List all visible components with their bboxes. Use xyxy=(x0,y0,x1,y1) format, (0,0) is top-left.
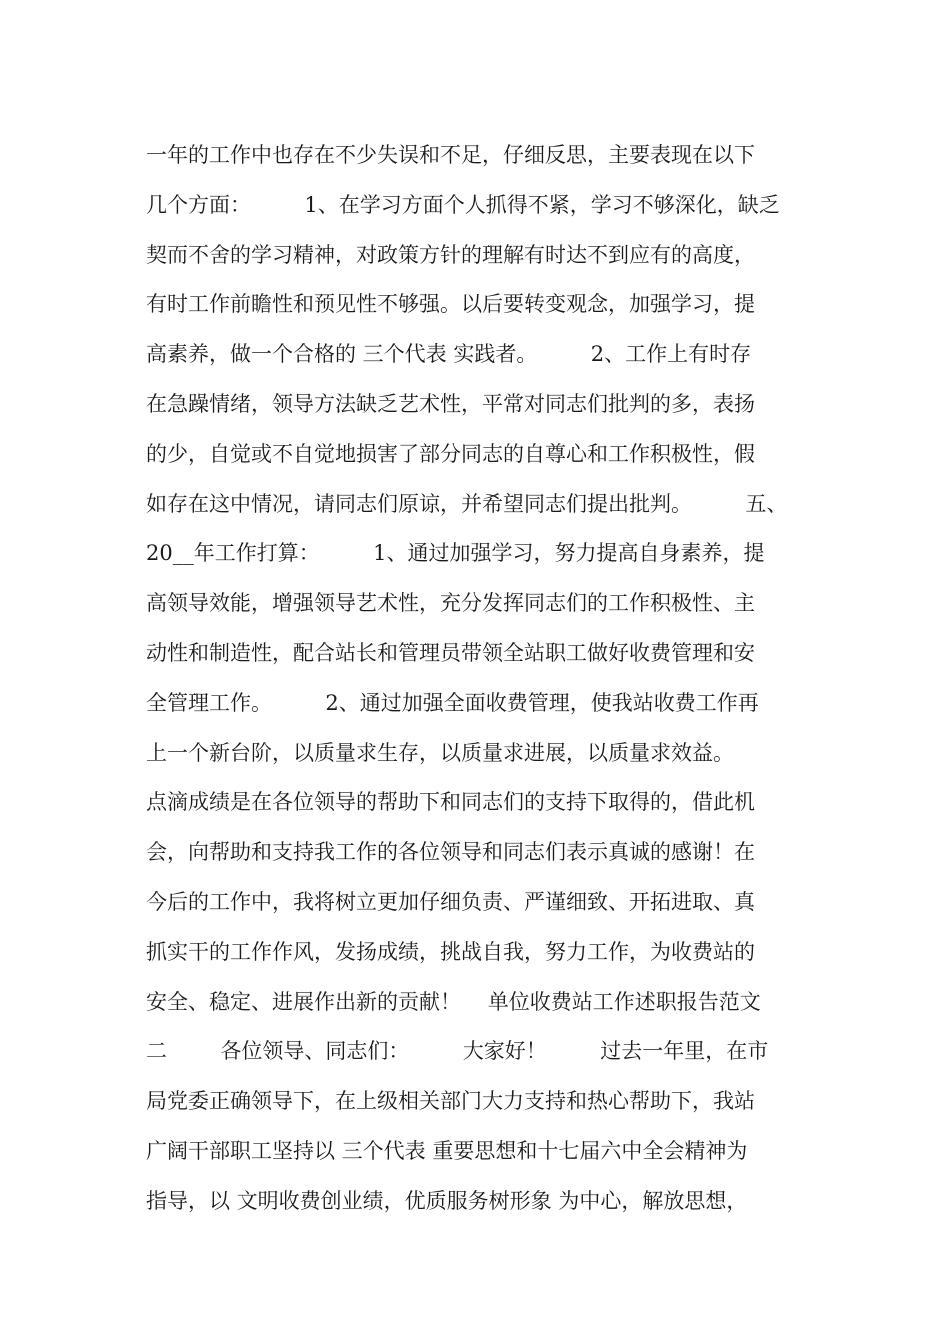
text-line: 上一个新台阶，以质量求生存，以质量求进展，以质量求效益。 xyxy=(146,740,734,765)
text-line: 20__年工作打算： 1、通过加强学习，努力提高自身素养，提 xyxy=(146,541,765,566)
text-line: 广阔干部职工坚持以 三个代表 重要思想和十七届六中全会精神为 xyxy=(146,1138,748,1163)
body-text xyxy=(146,131,846,1227)
text-line: 今后的工作中，我将树立更加仔细负责、严谨细致、开拓进取、真 xyxy=(146,889,755,914)
text-line: 动性和制造性，配合站长和管理员带领全站职工做好收费管理和安 xyxy=(146,640,755,665)
text-line: 安全、稳定、进展作出新的贡献！ 单位收费站工作述职报告范文 xyxy=(146,989,761,1014)
text-line: 在急躁情绪，领导方法缺乏艺术性，平常对同志们批判的多，表扬 xyxy=(146,391,755,416)
text-line: 如存在这中情况，请同志们原谅，并希望同志们提出批判。 五、 xyxy=(146,491,788,516)
text-line: 二 各位领导、同志们： 大家好！ 过去一年里，在市 xyxy=(146,1039,769,1064)
text-line: 会，向帮助和支持我工作的各位领导和同志们表示真诚的感谢！在 xyxy=(146,840,755,865)
text-line: 点滴成绩是在各位领导的帮助下和同志们的支持下取得的，借此机 xyxy=(146,790,755,815)
text-line: 指导，以 文明收费创业绩，优质服务树形象 为中心，解放思想， xyxy=(146,1188,748,1213)
text-line: 高素养，做一个合格的 三个代表 实践者。 2、工作上有时存 xyxy=(146,342,752,367)
text-line: 抓实干的工作作风，发扬成绩，挑战自我，努力工作，为收费站的 xyxy=(146,939,755,964)
text-line: 全管理工作。 2、通过加强全面收费管理，使我站收费工作再 xyxy=(146,690,759,715)
text-line: 局党委正确领导下，在上级相关部门大力支持和热心帮助下，我站 xyxy=(146,1089,755,1114)
text-line: 契而不舍的学习精神，对政策方针的理解有时达不到应有的高度， xyxy=(146,242,755,267)
text-line: 高领导效能，增强领导艺术性，充分发挥同志们的工作积极性、主 xyxy=(146,591,755,616)
text-line: 一年的工作中也存在不少失误和不足，仔细反思，主要表现在以下 xyxy=(146,143,755,167)
text-line: 有时工作前瞻性和预见性不够强。以后要转变观念，加强学习，提 xyxy=(146,292,755,317)
text-line: 几个方面： 1、在学习方面个人抓得不紧，学习不够深化，缺乏 xyxy=(146,192,780,217)
text-line: 的少，自觉或不自觉地损害了部分同志的自尊心和工作积极性，假 xyxy=(146,441,755,466)
